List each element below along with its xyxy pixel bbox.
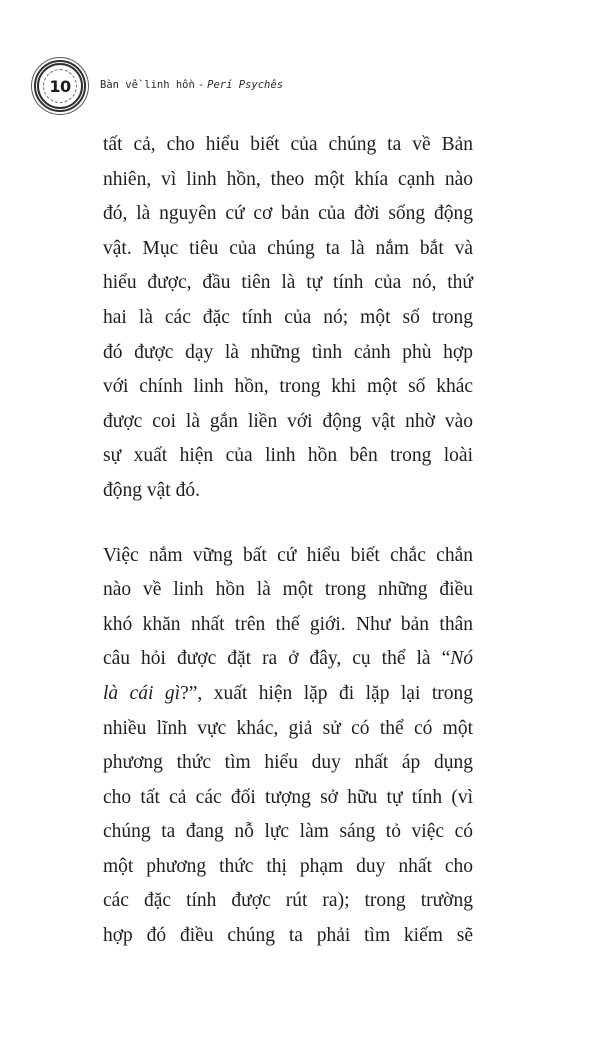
- text-line: hai là các đặc tính của nó; một số trong: [103, 306, 473, 328]
- text-line: với chính linh hồn, trong khi một số khác: [103, 376, 473, 398]
- text-line: [103, 642, 473, 677]
- text-line: cho tất cả các đối tượng sở hữu tự tính (vì: [103, 786, 473, 808]
- running-subtitle: Perí Psychês: [207, 79, 284, 91]
- ornamental-ring: [43, 69, 77, 103]
- running-title: Bàn về linh hồn: [100, 79, 195, 91]
- text-line: khó khăn nhất trên thế giới. Như bản thân: [103, 613, 473, 635]
- text-line: động vật đó.: [103, 479, 200, 501]
- italic-phrase: là cái gì: [103, 682, 181, 704]
- text-line: đó, là nguyên cứ cơ bản của đời sống động: [103, 203, 473, 225]
- text-segment: ?”, xuất hiện lặp đi lặp lại trong: [180, 682, 473, 704]
- text-line: [103, 677, 473, 712]
- page-number: 10: [49, 76, 71, 96]
- page-number-badge: [34, 60, 86, 112]
- text-line: chúng ta đang nỗ lực làm sáng tỏ việc có: [103, 821, 473, 843]
- text-line: sự xuất hiện của linh hồn bên trong loài: [103, 445, 473, 467]
- paragraph: [103, 128, 473, 509]
- italic-phrase: Nó: [450, 648, 473, 670]
- text-line: nhiên, vì linh hồn, theo một khía cạnh nào: [103, 168, 473, 190]
- text-line: tất cả, cho hiểu biết của chúng ta về Bản: [103, 134, 473, 155]
- paragraph: [103, 539, 473, 954]
- text-line: các đặc tính được rút ra); trong trường: [103, 890, 473, 912]
- text-line: hiểu được, đầu tiên là tự tính của nó, thứ: [103, 272, 473, 294]
- text-segment: câu hỏi được đặt ra ở đây, cụ thể là “: [103, 648, 451, 670]
- text-line: vật. Mục tiêu của chúng ta là nắm bắt và: [103, 237, 473, 259]
- text-line: đó được dạy là những tình cảnh phù hợp: [103, 341, 473, 363]
- body-text: [103, 128, 473, 954]
- text-line: được coi là gắn liền với động vật nhờ vào: [103, 410, 473, 432]
- running-head-separator: -: [197, 79, 205, 91]
- text-line: nhiều lĩnh vực khác, giả sử có thể có một: [103, 717, 473, 739]
- text-line: một phương thức thị phạm duy nhất cho: [103, 855, 473, 877]
- text-line: Việc nắm vững bất cứ hiểu biết chắc chắn: [103, 544, 473, 566]
- text-line: nào về linh hồn là một trong những điều: [103, 579, 473, 601]
- running-head: [100, 79, 283, 91]
- text-line: phương thức tìm hiểu duy nhất áp dụng: [103, 752, 473, 774]
- text-line: hợp đó điều chúng ta phải tìm kiếm sẽ: [103, 925, 473, 947]
